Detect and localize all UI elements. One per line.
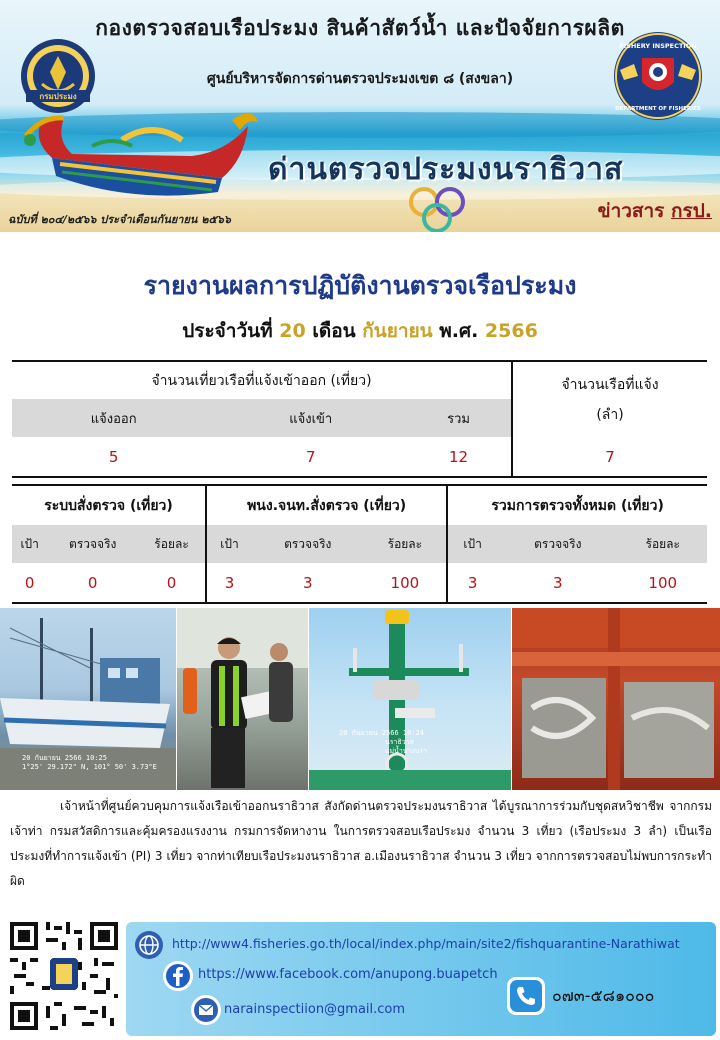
col-total-header: รวม	[406, 399, 512, 437]
photo-fish-hold	[512, 608, 720, 790]
header-title: กองตรวจสอบเรือประมง สินค้าสัตว์น้ำ และปัจจัยการผลิต	[95, 16, 625, 40]
col-out-header: แจ้งออก	[12, 399, 215, 437]
value-cell: 3	[252, 563, 364, 603]
sub-target: เป้า	[206, 525, 252, 563]
group-system-order: ระบบสั่งตรวจ (เที่ยว)	[12, 485, 206, 525]
knot-motif-icon	[398, 178, 476, 232]
value-in: 7	[215, 437, 406, 477]
sub-percent: ร้อยละ	[619, 525, 708, 563]
news-label	[598, 196, 712, 226]
sub-target: เป้า	[447, 525, 497, 563]
boats-header	[512, 361, 707, 437]
globe-icon	[134, 930, 164, 960]
value-cell: 3	[447, 563, 497, 603]
photo-strip	[0, 608, 720, 790]
value-cell: 0	[138, 563, 206, 603]
officers-illustration	[177, 608, 308, 790]
header-subtitle: ศูนย์บริหารจัดการด่านตรวจประมงเขต ๘ (สงขลา)	[206, 71, 514, 87]
report-date	[0, 316, 720, 346]
report-title: รายงานผลการปฏิบัติงานตรวจเรือประมง	[143, 271, 577, 300]
value-out: 5	[12, 437, 215, 477]
facebook-link[interactable]: https://www.facebook.com/anupong.buapetch	[198, 967, 498, 982]
fishery-inspection-logo	[612, 30, 704, 126]
col-in-header: แจ้งเข้า	[215, 399, 406, 437]
date-month-label: เดือน	[312, 320, 356, 342]
inspection-table	[12, 484, 707, 604]
value-cell: 0	[12, 563, 47, 603]
phone-number[interactable]: ๐๗๓-๕๘๑๐๐๐	[552, 986, 655, 1005]
photo-fishing-boat	[0, 608, 176, 790]
date-year: 2566	[484, 320, 538, 342]
website-link[interactable]: http://www4.fisheries.go.th/local/index.php/main/site2/fishquarantine-Narathiwat	[172, 936, 680, 951]
date-month: กันยายน	[362, 320, 433, 342]
boats-header-line2: (ลำ)	[596, 406, 624, 423]
checkpoint-title: ด่านตรวจประมงนราธิวาส	[268, 152, 624, 187]
fish-hold-illustration	[512, 608, 720, 790]
sub-actual: ตรวจจริง	[252, 525, 364, 563]
mast-illustration	[309, 608, 511, 790]
trips-group-header: จำนวนเที่ยวเรือที่แจ้งเข้าออก (เที่ยว)	[151, 372, 372, 389]
value-cell: 100	[619, 563, 708, 603]
value-total: 12	[406, 437, 512, 477]
issue-number: ฉบับที่ ๒๐๔/๒๕๖๖ ประจำเดือนกันยายน ๒๕๖๖	[8, 213, 231, 226]
report-paragraph	[10, 794, 712, 894]
photo-officers-inspection	[177, 608, 308, 790]
logo-right-text-bottom: DEPARTMENT OF FISHERIES	[615, 106, 701, 112]
date-prefix: ประจำวันที่	[182, 320, 273, 342]
logo-left-text: กรมประมง	[39, 92, 77, 101]
sub-actual: ตรวจจริง	[47, 525, 138, 563]
date-day: 20	[279, 320, 306, 342]
photo-location: นราธิวาส แม่น้ำบางนรา	[385, 738, 428, 755]
date-year-label: พ.ศ.	[439, 320, 479, 342]
report-paragraph-text: เจ้าหน้าที่ศูนย์ควบคุมการแจ้งเรือเข้าออกนราธิวาส สังกัดด่านตรวจประมงนราธิวาส ได้บูรณาการร่วมกับชุดสหวิชาชีพ จากกรมเจ้าท่า กรมสวัสดิการและคุ้มครองแรงงาน กรมการจัดหางาน ในการตรวจสอบเรือประมง จำนวน 3 เที่ยว (เรือประมง 3 ลำ) เป็นเรือประมงที่ทำการแจ้งเข้า (PI) 3 เที่ยว จากท่าเทียบเรือประมงนราธิวาส อ.เมืองนราธิวาส จำนวน 3 เที่ยว จากการตรวจสอบไม่พบการกระทำผิด	[10, 799, 712, 888]
contact-panel	[126, 922, 716, 1036]
value-boats: 7	[512, 437, 707, 477]
sub-actual: ตรวจจริง	[497, 525, 618, 563]
group-officer-order: พนง.จนท.สั่งตรวจ (เที่ยว)	[206, 485, 447, 525]
email-link[interactable]: narainspectiion@gmail.com	[224, 1002, 406, 1017]
value-cell: 0	[47, 563, 138, 603]
phone-icon	[506, 976, 546, 1016]
facebook-icon	[162, 960, 194, 992]
header-banner	[0, 0, 720, 232]
value-cell: 3	[497, 563, 618, 603]
sub-target: เป้า	[12, 525, 47, 563]
photo-timestamp: 20 กันยายน 2566 10:24	[339, 729, 424, 737]
photo-boat-mast	[309, 608, 511, 790]
korlae-boat-illustration	[12, 100, 262, 212]
news-prefix: ข่าวสาร	[597, 200, 665, 222]
sub-percent: ร้อยละ	[138, 525, 206, 563]
value-cell: 3	[206, 563, 252, 603]
trips-table	[12, 360, 707, 478]
value-cell: 100	[364, 563, 448, 603]
photo-timestamp: 20 กันยายน 2566 10:25 1°25' 29.172" N, 101° 50' 3.73"E	[22, 754, 157, 771]
news-org: กรป.	[671, 200, 712, 222]
logo-right-text-top: FISHERY INSPECTION	[619, 42, 697, 50]
boats-header-line1: จำนวนเรือที่แจ้ง	[561, 376, 659, 393]
email-icon	[190, 994, 222, 1026]
qr-code[interactable]	[4, 918, 124, 1034]
sub-percent: ร้อยละ	[364, 525, 448, 563]
group-total-inspection: รวมการตรวจทั้งหมด (เที่ยว)	[447, 485, 707, 525]
